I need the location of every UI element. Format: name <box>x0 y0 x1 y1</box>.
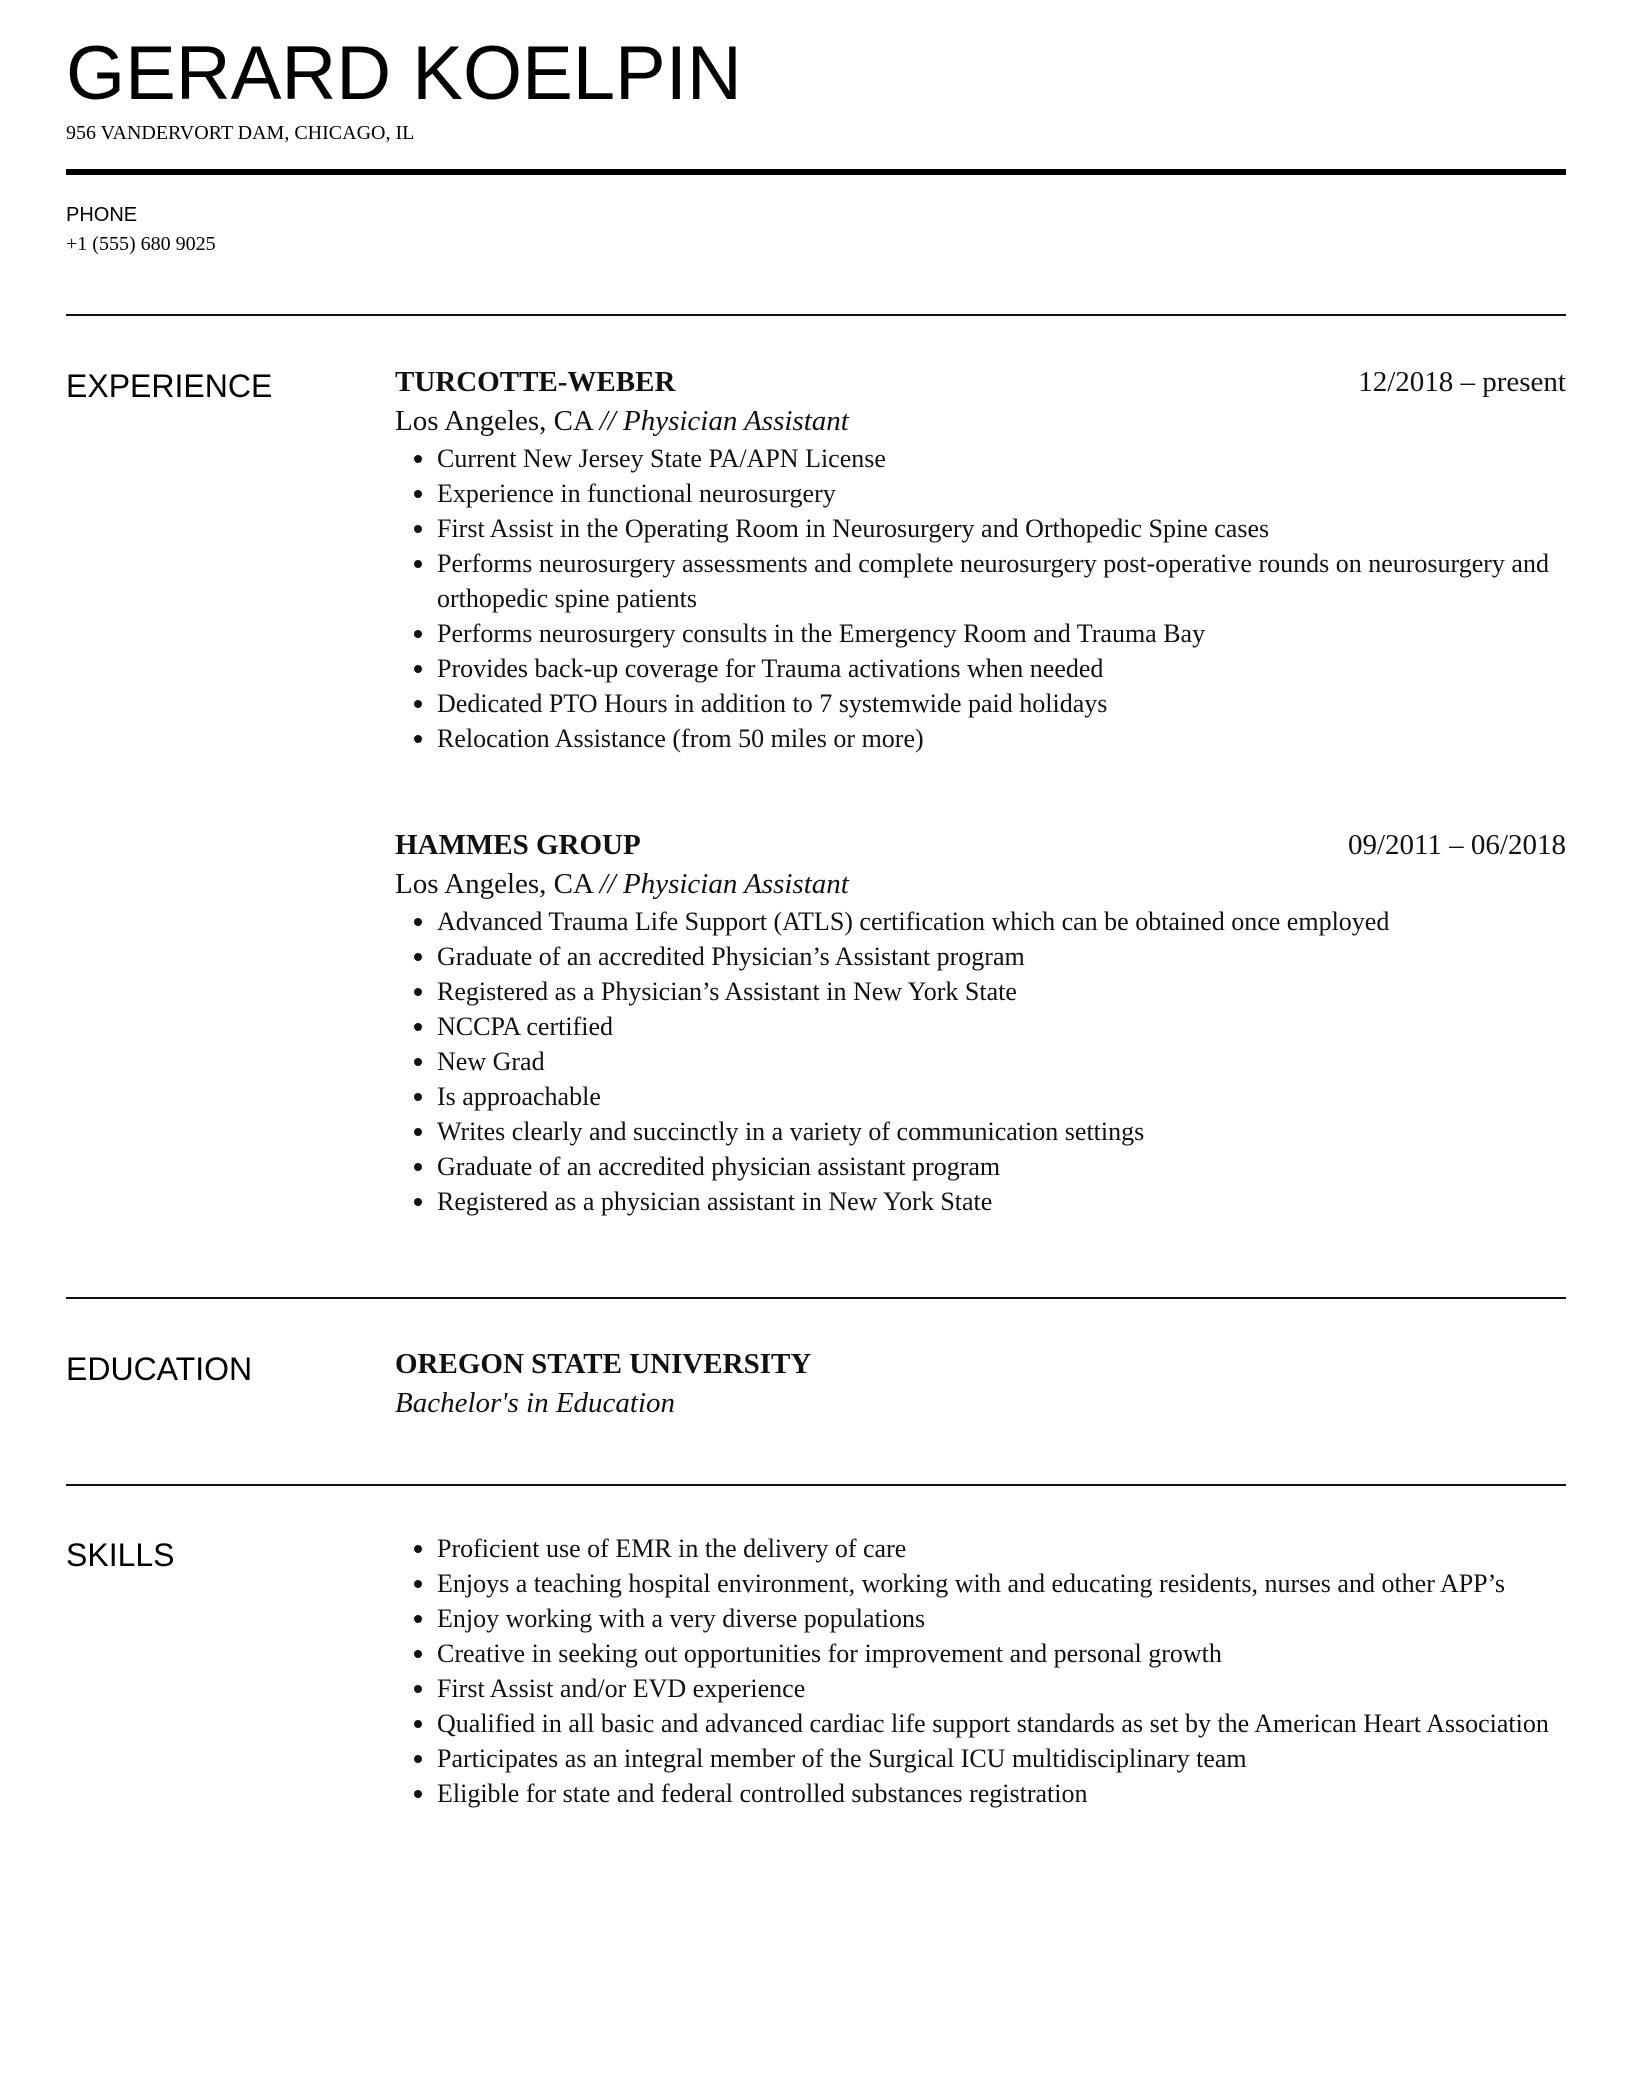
job-dates: 12/2018 – present <box>1358 366 1566 398</box>
skills-list <box>395 1531 1566 1811</box>
bullet-icon <box>414 1058 422 1066</box>
list-item: First Assist in the Operating Room in Neurosurgery and Orthopedic Spine cases <box>395 511 1566 546</box>
bullet-icon <box>414 1198 422 1206</box>
education-degree: Bachelor's in Education <box>395 1387 676 1419</box>
job-company: HAMMES GROUP <box>395 829 641 861</box>
bullet-icon <box>414 1615 422 1623</box>
list-item: Creative in seeking out opportunities for improvement and personal growth <box>395 1636 1566 1671</box>
experience-heading: EXPERIENCE <box>66 368 273 404</box>
list-item: Performs neurosurgery assessments and complete neurosurgery post-operative rounds on neurosurgery and orthopedic spine patients <box>395 546 1566 616</box>
bullet-icon <box>414 953 422 961</box>
list-item: Dedicated PTO Hours in addition to 7 systemwide paid holidays <box>395 686 1566 721</box>
job-dates: 09/2011 – 06/2018 <box>1347 829 1566 861</box>
list-item: Relocation Assistance (from 50 miles or more) <box>395 721 1566 756</box>
candidate-name: GERARD KOELPIN <box>66 31 742 116</box>
list-item: Experience in functional neurosurgery <box>395 476 1566 511</box>
education-school: OREGON STATE UNIVERSITY <box>395 1348 812 1380</box>
bullet-icon <box>414 455 422 463</box>
list-item: Graduate of an accredited Physician’s Assistant program <box>395 939 1566 974</box>
resume-page <box>66 0 1566 2098</box>
bullet-icon <box>414 735 422 743</box>
phone-value: +1 (555) 680 9025 <box>66 233 216 255</box>
job-company: TURCOTTE-WEBER <box>395 366 676 398</box>
list-item: Advanced Trauma Life Support (ATLS) certification which can be obtained once employed <box>395 904 1566 939</box>
bullet-icon <box>414 1023 422 1031</box>
list-item: Current New Jersey State PA/APN License <box>395 441 1566 476</box>
phone-label: PHONE <box>66 204 138 226</box>
bullet-icon <box>414 1545 422 1553</box>
bullet-icon <box>414 665 422 673</box>
bullet-icon <box>414 1163 422 1171</box>
bullet-icon <box>414 918 422 926</box>
bullet-icon <box>414 700 422 708</box>
bullet-icon <box>414 560 422 568</box>
bullet-icon <box>414 1650 422 1658</box>
bullet-icon <box>414 490 422 498</box>
list-item: Registered as a physician assistant in New York State <box>395 1184 1566 1219</box>
list-item: Is approachable <box>395 1079 1566 1114</box>
bullet-icon <box>414 1755 422 1763</box>
job-subtitle <box>395 864 1566 904</box>
section-divider <box>66 1297 1566 1299</box>
bullet-icon <box>414 1720 422 1728</box>
list-item: First Assist and/or EVD experience <box>395 1671 1566 1706</box>
list-item: Eligible for state and federal controlled substances registration <box>395 1776 1566 1811</box>
bullet-icon <box>414 1685 422 1693</box>
bullet-icon <box>414 1580 422 1588</box>
job-separator: // <box>599 868 616 900</box>
list-item: Proficient use of EMR in the delivery of care <box>395 1531 1566 1566</box>
section-divider <box>66 1484 1566 1486</box>
education-heading: EDUCATION <box>66 1351 253 1387</box>
candidate-address: 956 VANDERVORT DAM, CHICAGO, IL <box>66 122 415 144</box>
list-item: Graduate of an accredited physician assistant program <box>395 1149 1566 1184</box>
list-item: Enjoys a teaching hospital environment, working with and educating residents, nurses and other APP’s <box>395 1566 1566 1601</box>
bullet-icon <box>414 988 422 996</box>
job-bullets <box>395 441 1566 756</box>
job-location: Los Angeles, CA <box>395 405 593 437</box>
list-item: Writes clearly and succinctly in a variety of communication settings <box>395 1114 1566 1149</box>
bullet-icon <box>414 1790 422 1798</box>
section-divider <box>66 314 1566 316</box>
list-item: Performs neurosurgery consults in the Emergency Room and Trauma Bay <box>395 616 1566 651</box>
list-item: Qualified in all basic and advanced cardiac life support standards as set by the American Heart Association <box>395 1706 1566 1741</box>
education-content <box>395 1345 1566 1423</box>
job-separator: // <box>599 405 616 437</box>
list-item: Provides back-up coverage for Trauma activations when needed <box>395 651 1566 686</box>
bullet-icon <box>414 1093 422 1101</box>
skills-heading: SKILLS <box>66 1537 175 1573</box>
job-title: Physician Assistant <box>623 405 849 437</box>
bullet-icon <box>414 525 422 533</box>
job-title: Physician Assistant <box>623 868 849 900</box>
list-item: New Grad <box>395 1044 1566 1079</box>
list-item: Participates as an integral member of the Surgical ICU multidisciplinary team <box>395 1741 1566 1776</box>
job-subtitle <box>395 401 1566 441</box>
job-entry <box>395 826 1566 1219</box>
bullet-icon <box>414 1128 422 1136</box>
list-item: NCCPA certified <box>395 1009 1566 1044</box>
list-item: Enjoy working with a very diverse populations <box>395 1601 1566 1636</box>
job-bullets <box>395 904 1566 1219</box>
bullet-icon <box>414 630 422 638</box>
list-item: Registered as a Physician’s Assistant in New York State <box>395 974 1566 1009</box>
job-entry <box>395 363 1566 756</box>
skills-content <box>395 1531 1566 1811</box>
job-location: Los Angeles, CA <box>395 868 593 900</box>
header-divider <box>66 169 1566 175</box>
